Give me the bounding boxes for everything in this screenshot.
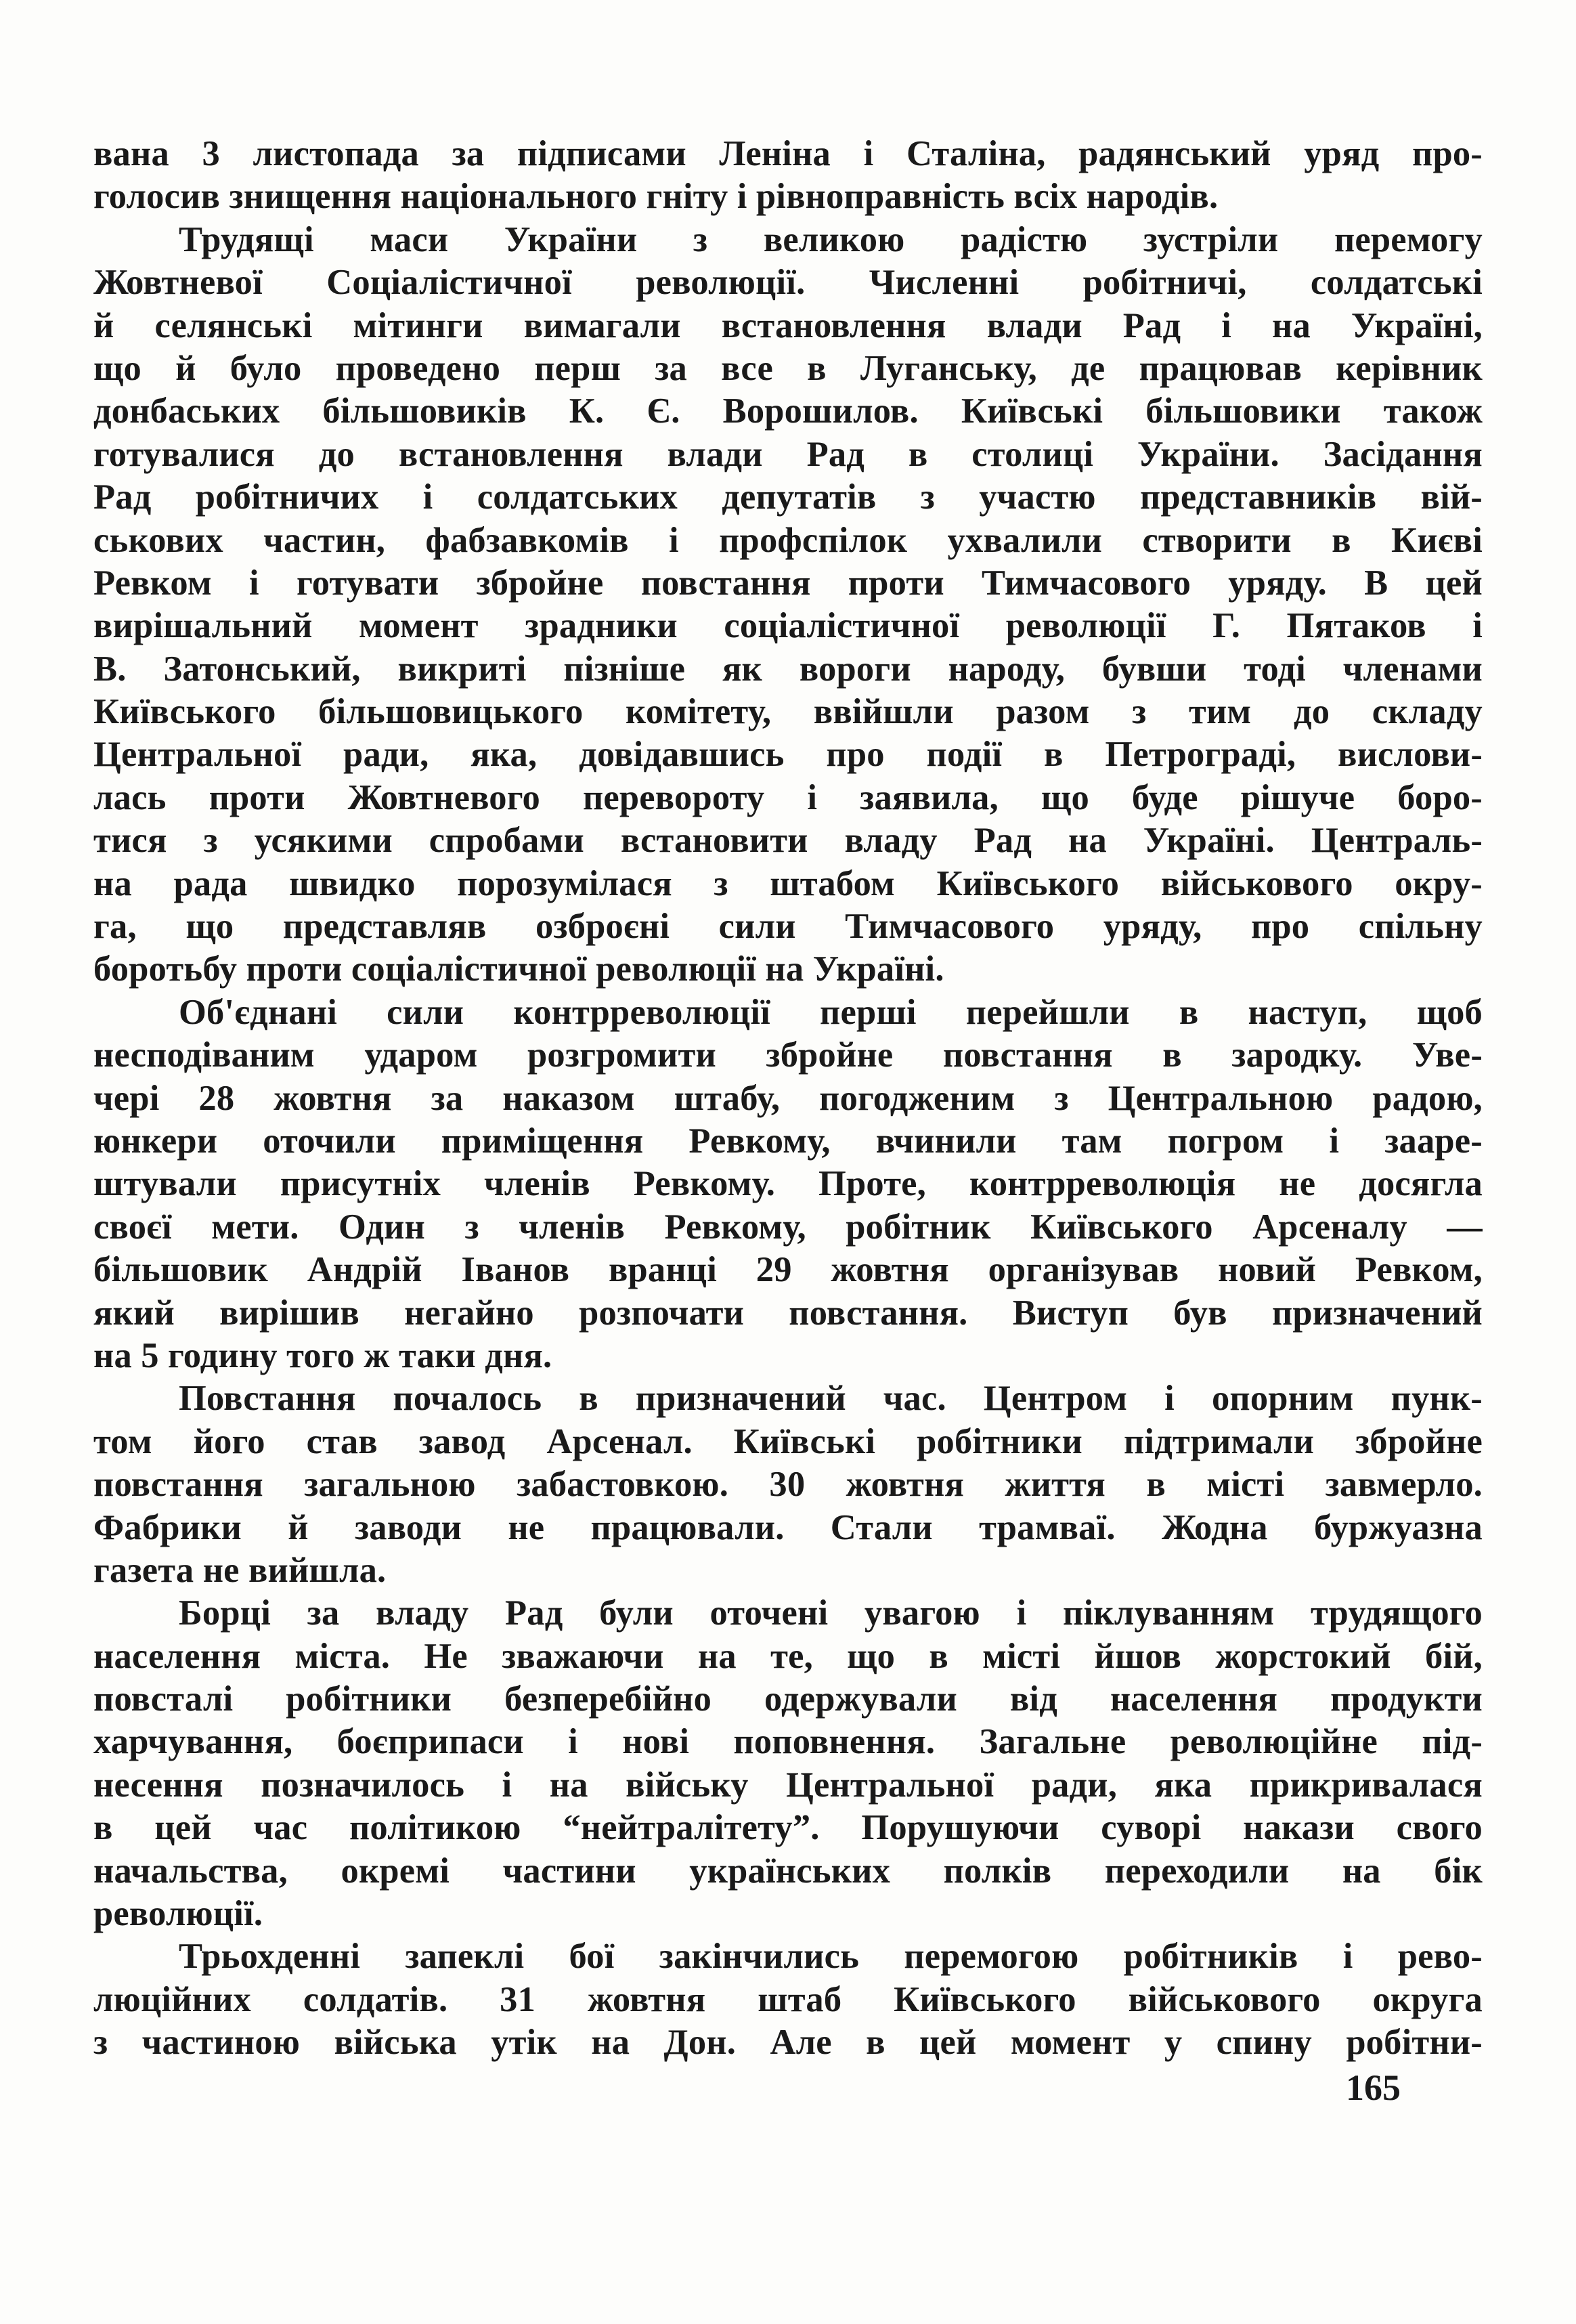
text-line: Рад робітничих і солдатських депутатів з участю представників вій-: [93, 477, 1483, 517]
text-line: люційних солдатів. 31 жовтня штаб Київського військового округа: [93, 1979, 1483, 2019]
text-line: юнкери оточили приміщення Ревкому, вчинили там погром і зааре-: [93, 1121, 1483, 1161]
text-line: Центральної ради, яка, довідавшись про події в Петрограді, вислови-: [93, 735, 1483, 775]
text-line: том його став завод Арсенал. Київські робітники підтримали збройне: [93, 1421, 1483, 1461]
text-line: готувалися до встановлення влади Рад в столиці України. Засідання: [93, 434, 1483, 474]
text-line: на 5 годину того ж таки дня.: [93, 1335, 552, 1375]
text-line: Трьохденні запеклі бої закінчились перемогою робітників і рево-: [179, 1937, 1483, 1977]
text-line: своєї мети. Один з членів Ревкому, робітник Київського Арсеналу —: [93, 1207, 1483, 1247]
text-line: харчування, боєприпаси і нові поповнення. Загальне революційне під-: [93, 1722, 1483, 1762]
text-line: населення міста. Не зважаючи на те, що в місті йшов жорстокий бій,: [93, 1636, 1483, 1676]
text-line: газета не вийшла.: [93, 1550, 387, 1590]
text-line: голосив знищення національного гніту і рівноправність всіх народів.: [93, 177, 1219, 217]
text-line: вана 3 листопада за підписами Леніна і Сталіна, радянський уряд про-: [93, 134, 1483, 173]
text-line: чері 28 жовтня за наказом штабу, погодженим з Центральною радою,: [93, 1078, 1483, 1118]
text-line: донбаських більшовиків К. Є. Ворошилов. Київські більшовики також: [93, 391, 1483, 431]
text-line: тися з усякими спробами встановити владу Рад на Україні. Централь-: [93, 821, 1483, 861]
text-line: що й було проведено перш за все в Луганську, де працював керівник: [93, 348, 1483, 388]
text-line: на рада швидко порозумілася з штабом Київського військового окру-: [93, 863, 1483, 903]
text-line: більшовик Андрій Іванов вранці 29 жовтня організував новий Ревком,: [93, 1250, 1483, 1290]
text-line: боротьбу проти соціалістичної революції на Україні.: [93, 949, 944, 989]
text-line: Київського більшовицького комітету, ввійшли разом з тим до складу: [93, 692, 1483, 732]
text-line: Борці за владу Рад були оточені увагою і піклуванням трудящого: [179, 1593, 1483, 1633]
text-line: Об'єднані сили контрреволюції перші перейшли в наступ, щоб: [179, 992, 1483, 1032]
text-line: з частиною війська утік на Дон. Але в цей момент у спину робітни-: [93, 2023, 1483, 2063]
text-line: в цей час політикою “нейтралітету”. Порушуючи суворі накази свого: [93, 1808, 1483, 1848]
text-line: штували присутніх членів Ревкому. Проте, контрреволюція не досягла: [93, 1164, 1483, 1204]
text-line: повстання загальною забастовкою. 30 жовтня життя в місті завмерло.: [93, 1465, 1483, 1505]
text-line: Ревком і готувати збройне повстання проти Тимчасового уряду. В цей: [93, 563, 1483, 603]
text-line: Трудящі маси України з великою радістю зустріли перемогу: [179, 219, 1483, 259]
text-line: Жовтневої Соціалістичної революції. Численні робітничі, солдатські: [93, 263, 1483, 303]
text-line: начальства, окремі частини українських полків переходили на бік: [93, 1851, 1483, 1891]
text-line: революції.: [93, 1894, 263, 1934]
text-line: лась проти Жовтневого перевороту і заявила, що буде рішуче боро-: [93, 777, 1483, 817]
text-line: який вирішив негайно розпочати повстання. Виступ був призначений: [93, 1293, 1483, 1333]
text-line: несподіваним ударом розгромити збройне повстання в зародку. Уве-: [93, 1035, 1483, 1075]
text-line: повсталі робітники безперебійно одержували від населення продукти: [93, 1679, 1483, 1719]
text-line: ськових частин, фабзавкомів і профспілок ухвалили створити в Києві: [93, 520, 1483, 560]
text-line: несення позначилось і на війську Центральної ради, яка прикривалася: [93, 1765, 1483, 1805]
body-text: [93, 133, 1483, 2065]
text-line: га, що представляв озброєні сили Тимчасового уряду, про спільну: [93, 907, 1483, 947]
text-line: Фабрики й заводи не працювали. Стали трамваї. Жодна буржуазна: [93, 1507, 1483, 1547]
text-line: вирішальний момент зрадники соціалістичної революції Г. Пятаков і: [93, 606, 1483, 646]
text-line: Повстання почалось в призначений час. Центром і опорним пунк-: [179, 1379, 1483, 1419]
text-line: й селянські мітинги вимагали встановлення влади Рад і на Україні,: [93, 305, 1483, 345]
page-number: 165: [1346, 2067, 1401, 2108]
text-line: В. Затонський, викриті пізніше як вороги народу, бувши тоді членами: [93, 649, 1483, 689]
